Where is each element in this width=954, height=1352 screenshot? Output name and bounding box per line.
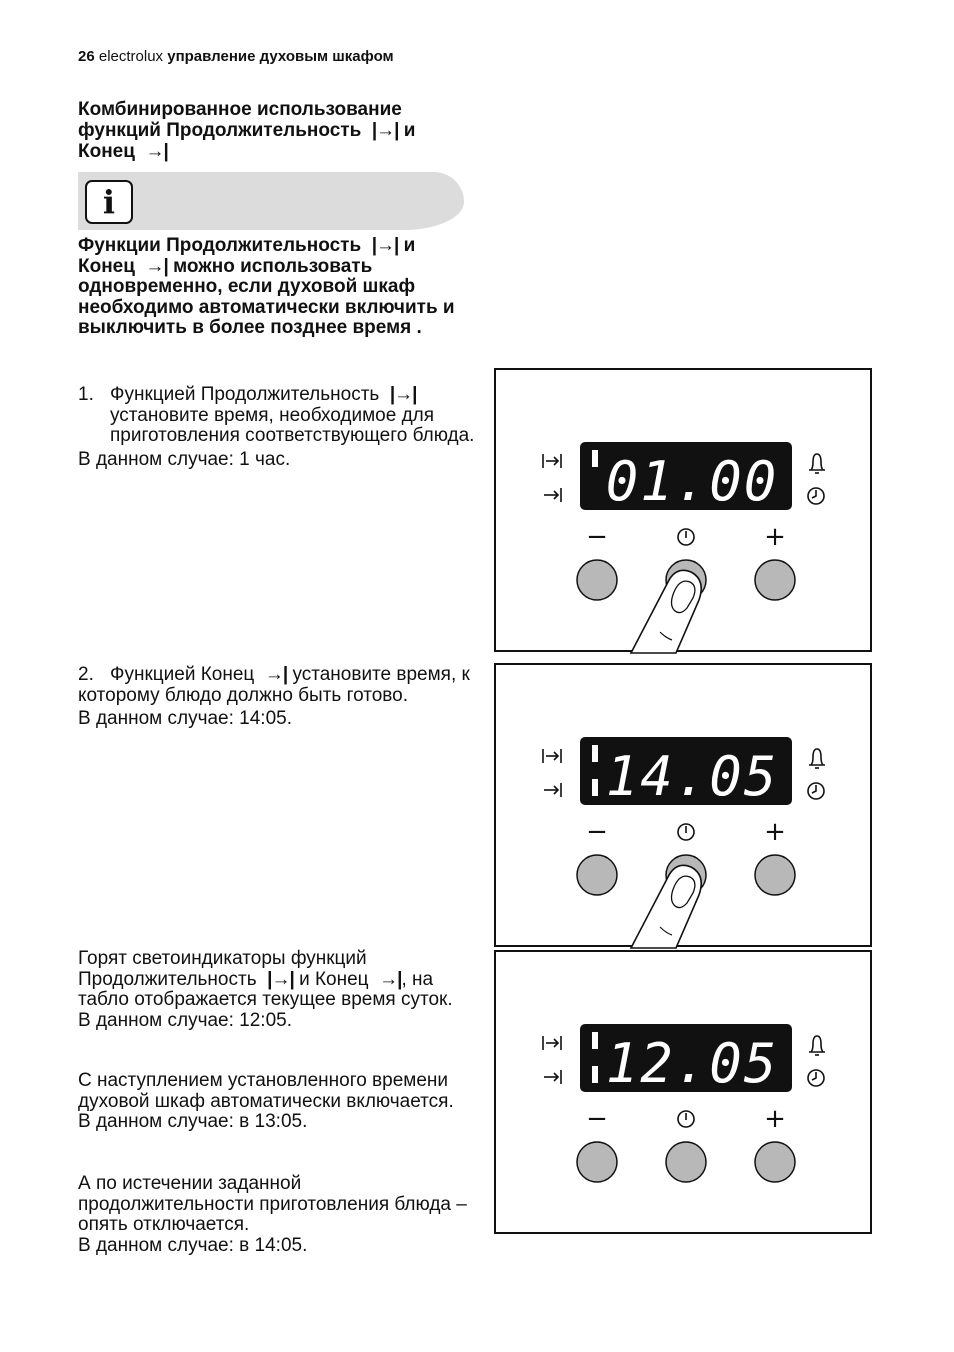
display-time: 01.00 bbox=[605, 450, 779, 513]
indicator-led-top bbox=[592, 1032, 598, 1049]
display-screen bbox=[580, 1024, 792, 1095]
result-paragraph-3: А по истечении заданной продолжительности приготовления блюда – опять отключается. В данном случае: в 14:05. bbox=[78, 1174, 478, 1256]
info-icon: i bbox=[85, 180, 133, 224]
duration-symbol-icon: |→| bbox=[371, 235, 399, 256]
clock-icon bbox=[808, 488, 824, 504]
indicator-led-bottom bbox=[592, 1066, 598, 1083]
bell-icon bbox=[809, 749, 825, 768]
result-example-1: В данном случае: 12:05. bbox=[78, 1009, 293, 1031]
panel-svg bbox=[496, 952, 874, 1236]
display-time: 14.05 bbox=[605, 745, 779, 808]
step-2: 2. Функцией Конец →| установите время, к которому блюдо должно быть готово. В данном случае: 14:05. bbox=[78, 665, 478, 730]
function-select-icon bbox=[678, 529, 694, 545]
plus-label: + bbox=[764, 522, 786, 552]
display-screen bbox=[580, 737, 792, 808]
panel-svg bbox=[496, 370, 874, 654]
plus-button[interactable] bbox=[755, 1142, 795, 1182]
page-number: 26 bbox=[78, 48, 95, 65]
bell-icon bbox=[809, 1036, 825, 1055]
end-symbol-icon: →| bbox=[145, 255, 168, 277]
end-symbol-icon: →| bbox=[145, 141, 168, 162]
indicator-led-top bbox=[592, 450, 598, 467]
section-heading: Комбинированное использование функций Продолжительность |→| и Конец →| bbox=[78, 99, 416, 162]
minus-button[interactable] bbox=[577, 560, 617, 600]
function-select-icon bbox=[678, 824, 694, 840]
page-header bbox=[78, 48, 394, 65]
plus-button[interactable] bbox=[755, 855, 795, 895]
minus-label: − bbox=[586, 522, 608, 552]
end-symbol-icon: →| bbox=[379, 968, 402, 990]
bell-icon bbox=[809, 454, 825, 473]
section-title: управление духовым шкафом bbox=[167, 48, 394, 65]
control-panel-3 bbox=[494, 950, 872, 1234]
plus-label: + bbox=[764, 817, 786, 847]
clock-icon bbox=[808, 1070, 824, 1086]
minus-label: − bbox=[586, 817, 608, 847]
display-time: 12.05 bbox=[605, 1032, 779, 1095]
info-bar bbox=[78, 172, 464, 230]
indicator-led-bottom bbox=[592, 779, 598, 796]
step-2-example: В данном случае: 14:05. bbox=[78, 708, 293, 729]
function-button[interactable] bbox=[666, 1142, 706, 1182]
end-indicator-icon bbox=[544, 488, 561, 502]
display-screen bbox=[580, 442, 792, 513]
end-indicator-icon bbox=[544, 1070, 561, 1084]
duration-indicator-icon bbox=[543, 454, 561, 468]
clock-icon bbox=[808, 783, 824, 799]
step-1-example: В данном случае: 1 час. bbox=[78, 448, 291, 470]
duration-symbol-icon: |→| bbox=[371, 120, 399, 141]
result-example-3: В данном случае: в 14:05. bbox=[78, 1234, 308, 1256]
duration-symbol-icon: |→| bbox=[389, 384, 417, 405]
plus-label: + bbox=[764, 1104, 786, 1134]
plus-button[interactable] bbox=[755, 560, 795, 600]
duration-indicator-icon bbox=[543, 1036, 561, 1050]
end-symbol-icon: →| bbox=[264, 664, 288, 685]
panel-svg bbox=[496, 665, 874, 949]
info-note: Функции Продолжительность |→| и Конец →| можно использовать одновременно, если духовой шкаф необходимо автоматически включить и выключить в более позднее время . bbox=[78, 235, 455, 339]
minus-button[interactable] bbox=[577, 855, 617, 895]
duration-symbol-icon: |→| bbox=[267, 968, 294, 990]
step-1: 1. Функцией Продолжительность |→| установите время, необходимое для приготовления соответствующего блюда. В данном случае: 1 час. bbox=[78, 385, 478, 470]
control-panel-2 bbox=[494, 663, 872, 947]
result-example-2: В данном случае: в 13:05. bbox=[78, 1111, 308, 1132]
result-paragraph-2: С наступлением установленного времени духовой шкаф автоматически включается. В данном случае: в 13:05. bbox=[78, 1071, 478, 1133]
minus-label: − bbox=[586, 1104, 608, 1134]
end-indicator-icon bbox=[544, 783, 561, 797]
indicator-led-top bbox=[592, 745, 598, 762]
duration-indicator-icon bbox=[543, 749, 561, 763]
control-panel-1 bbox=[494, 368, 872, 652]
function-select-icon bbox=[678, 1111, 694, 1127]
brand-name: electrolux bbox=[98, 48, 164, 65]
minus-button[interactable] bbox=[577, 1142, 617, 1182]
result-paragraph-1: Горят светоиндикаторы функций Продолжительность |→| и Конец →|, на табло отображается текущее время суток. В данном случае: 12:05. bbox=[78, 949, 478, 1031]
